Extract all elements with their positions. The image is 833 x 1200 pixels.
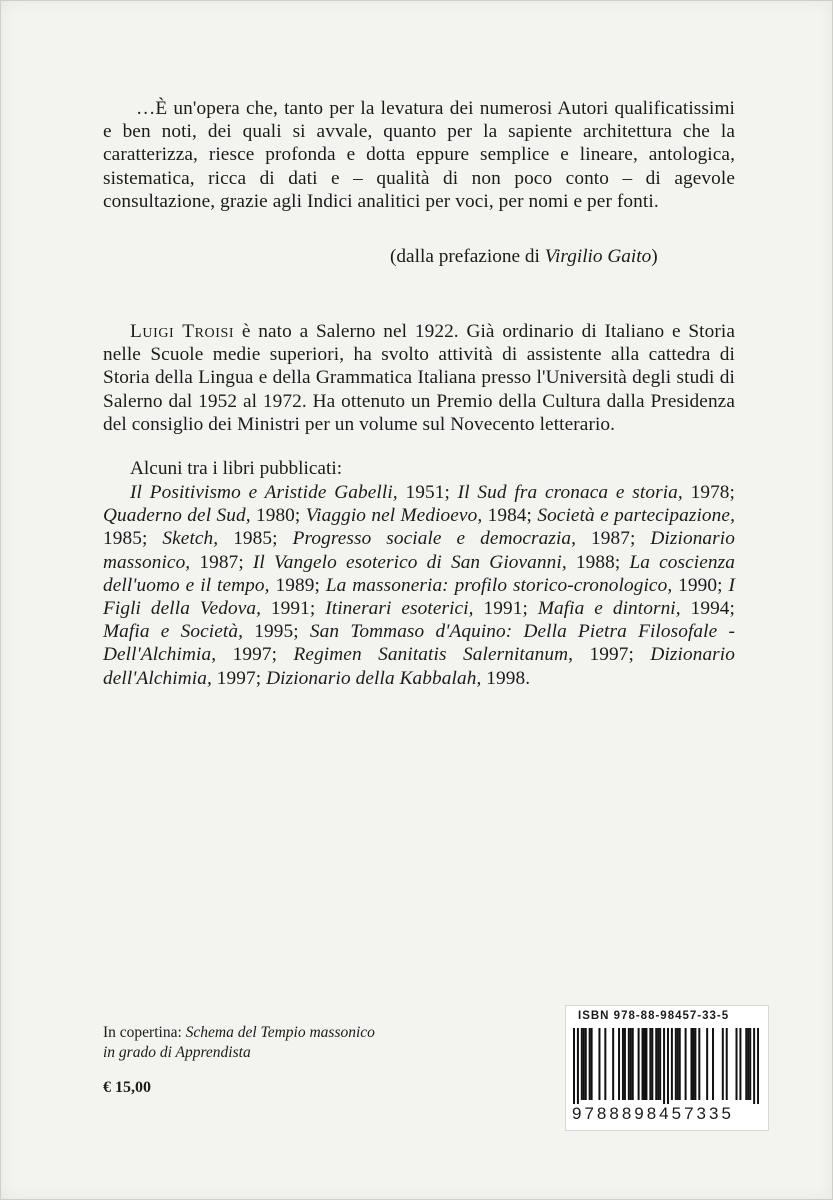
book-title: Itinerari esoterici,	[325, 598, 474, 620]
book-title: Dizionario dell'Alchimia,	[103, 644, 735, 689]
book-title: Dizionario massonico,	[103, 528, 735, 573]
book-year: 1994;	[680, 598, 736, 620]
barcode-bar	[589, 1028, 591, 1100]
barcode-bar	[642, 1028, 644, 1100]
book-title: La coscienza dell'uomo e il tempo,	[103, 551, 735, 596]
attribution-author: Virgilio Gaito	[544, 246, 652, 267]
barcode-bar	[753, 1028, 755, 1104]
barcode-bar	[577, 1028, 579, 1104]
barcode-bar	[692, 1028, 694, 1100]
book-year: 1987;	[576, 528, 651, 550]
book-title: Mafia e dintorni,	[537, 598, 681, 620]
quote-text: …È un'opera che, tanto per la levatura dei numerosi Autori qualificatissimi e ben noti, dei quali si avvale, quanto per la sapiente architettura che la caratterizza, riesce profonda e dotta eppure semplice e lineare, antologica, sistematica, ricca di dati e – qualità di non poco conto – di agevole consultazione, grazie agli Indici analitici per voci, per nomi e per fonti.	[103, 98, 735, 212]
barcode-bar	[628, 1028, 630, 1100]
book-title: Dizionario della Kabbalah	[266, 667, 477, 689]
barcode-bar	[655, 1028, 657, 1100]
barcode-bar	[591, 1028, 593, 1100]
book-title: Regimen Sanitatis Salernitanum,	[293, 644, 574, 666]
book-year: 1991;	[261, 598, 326, 620]
barcode-icon	[573, 1028, 759, 1104]
books-intro: Alcuni tra i libri pubblicati:	[130, 458, 343, 479]
book-year: 1978;	[682, 482, 736, 503]
barcode-bar	[659, 1028, 661, 1100]
isbn-label: ISBN 978-88-98457-33-5	[578, 1010, 730, 1022]
barcode-bar	[694, 1028, 696, 1100]
book-title: Sketch,	[162, 528, 219, 550]
book-title: Mafia e Società,	[103, 621, 244, 643]
barcode-bar	[679, 1028, 681, 1100]
attribution-suffix: )	[651, 246, 658, 267]
book-year: 1991;	[473, 598, 538, 620]
barcode-bar	[645, 1028, 647, 1100]
book-year: 1997;	[216, 644, 294, 666]
book-title: La massoneria: profilo storico-cronologico,	[325, 574, 673, 596]
barcode-bar	[604, 1028, 606, 1100]
barcode-bar	[747, 1028, 749, 1100]
book-year: 1988;	[566, 551, 630, 573]
barcode-bar	[612, 1028, 614, 1100]
barcode-bar	[726, 1028, 728, 1100]
book-year: 1987;	[190, 551, 253, 573]
book-title: Quaderno del Sud,	[103, 505, 251, 527]
barcode-bar	[712, 1028, 714, 1100]
barcode-bar	[598, 1028, 600, 1100]
book-title: Progresso sociale e democrazia,	[292, 528, 577, 550]
barcode-bar	[736, 1028, 738, 1100]
author-bio	[103, 320, 735, 436]
barcode-bar	[757, 1028, 759, 1104]
books-list	[103, 481, 735, 690]
price: € 15,00	[103, 1079, 151, 1096]
book-title: Viaggio nel Medioevo,	[305, 505, 483, 527]
cover-credit	[103, 1023, 375, 1063]
barcode-bar	[698, 1028, 700, 1100]
barcode-bar	[583, 1028, 585, 1100]
book-title: Il Sud fra cronaca e storia,	[457, 482, 683, 503]
book-title: San Tommaso d'Aquino: Della Pietra Filosofale - Dell'Alchimia,	[103, 621, 735, 666]
book-year: 1984;	[482, 505, 538, 527]
cover-credit-title-2: in grado di Apprendista	[103, 1044, 251, 1061]
barcode-bar	[677, 1028, 679, 1100]
barcode-bar	[690, 1028, 692, 1100]
book-year: 1997;	[211, 667, 267, 689]
barcode-bar	[706, 1028, 708, 1100]
barcode-bar	[722, 1028, 724, 1100]
barcode-bar	[643, 1028, 645, 1100]
barcode-bar	[585, 1028, 587, 1100]
ean-number: 9788898457335	[572, 1104, 734, 1123]
book-title: Il Vangelo esoterico di San Giovanni,	[252, 551, 567, 573]
book-year: , 1998.	[476, 667, 531, 689]
barcode-bar	[624, 1028, 626, 1100]
barcode-bar	[622, 1028, 624, 1100]
barcode-bar	[630, 1028, 632, 1100]
book-year: 1980;	[250, 505, 306, 527]
barcode-bar	[671, 1028, 673, 1100]
book-title: Società e partecipazione,	[537, 505, 735, 527]
barcode-bar	[663, 1028, 665, 1104]
barcode-bar	[739, 1028, 741, 1100]
barcode-bar	[573, 1028, 575, 1104]
book-title: Il Positivismo e Aristide Gabelli,	[130, 482, 398, 503]
book-year: 1985;	[103, 528, 163, 550]
barcode-bar	[657, 1028, 659, 1100]
barcode-bar	[685, 1028, 687, 1100]
barcode-bar	[745, 1028, 747, 1100]
attribution-prefix: (dalla prefazione di	[390, 246, 545, 267]
cover-credit-label: In copertina:	[103, 1024, 186, 1041]
bio-text: è nato a Salerno nel 1922. Già ordinario di Italiano e Storia nelle Scuole medie superiori, ha svolto attività di assistente alla cattedra di Storia della Lingua e della Grammatica Italiana presso l'Università degli studi di Salerno dal 1952 al 1972. Ha ottenuto un Premio della Cultura dalla Presidenza del consiglio dei Ministri per un volume sul Novecento letterario.	[103, 321, 735, 435]
book-year: 1997;	[573, 644, 651, 666]
book-year: 1951;	[397, 482, 458, 503]
quote-attribution	[390, 246, 658, 268]
preface-quote	[103, 97, 735, 213]
cover-credit-title-1: Schema del Tempio massonico	[185, 1024, 375, 1041]
barcode-bar	[651, 1028, 653, 1100]
book-year: 1985;	[218, 528, 293, 550]
book-year: 1989;	[269, 574, 326, 596]
barcode-bar	[581, 1028, 583, 1100]
author-name: Luigi Troisi	[130, 321, 235, 342]
barcode-bar	[638, 1028, 640, 1100]
barcode-bar	[749, 1028, 751, 1100]
barcode-bar	[618, 1028, 620, 1100]
book-title: I Figli della Vedova,	[103, 574, 735, 620]
barcode-bar	[632, 1028, 634, 1100]
book-year: 1995;	[243, 621, 310, 643]
barcode-bar	[667, 1028, 669, 1104]
barcode-bar	[675, 1028, 677, 1100]
book-year: 1990;	[672, 574, 729, 596]
barcode-bar	[649, 1028, 651, 1100]
